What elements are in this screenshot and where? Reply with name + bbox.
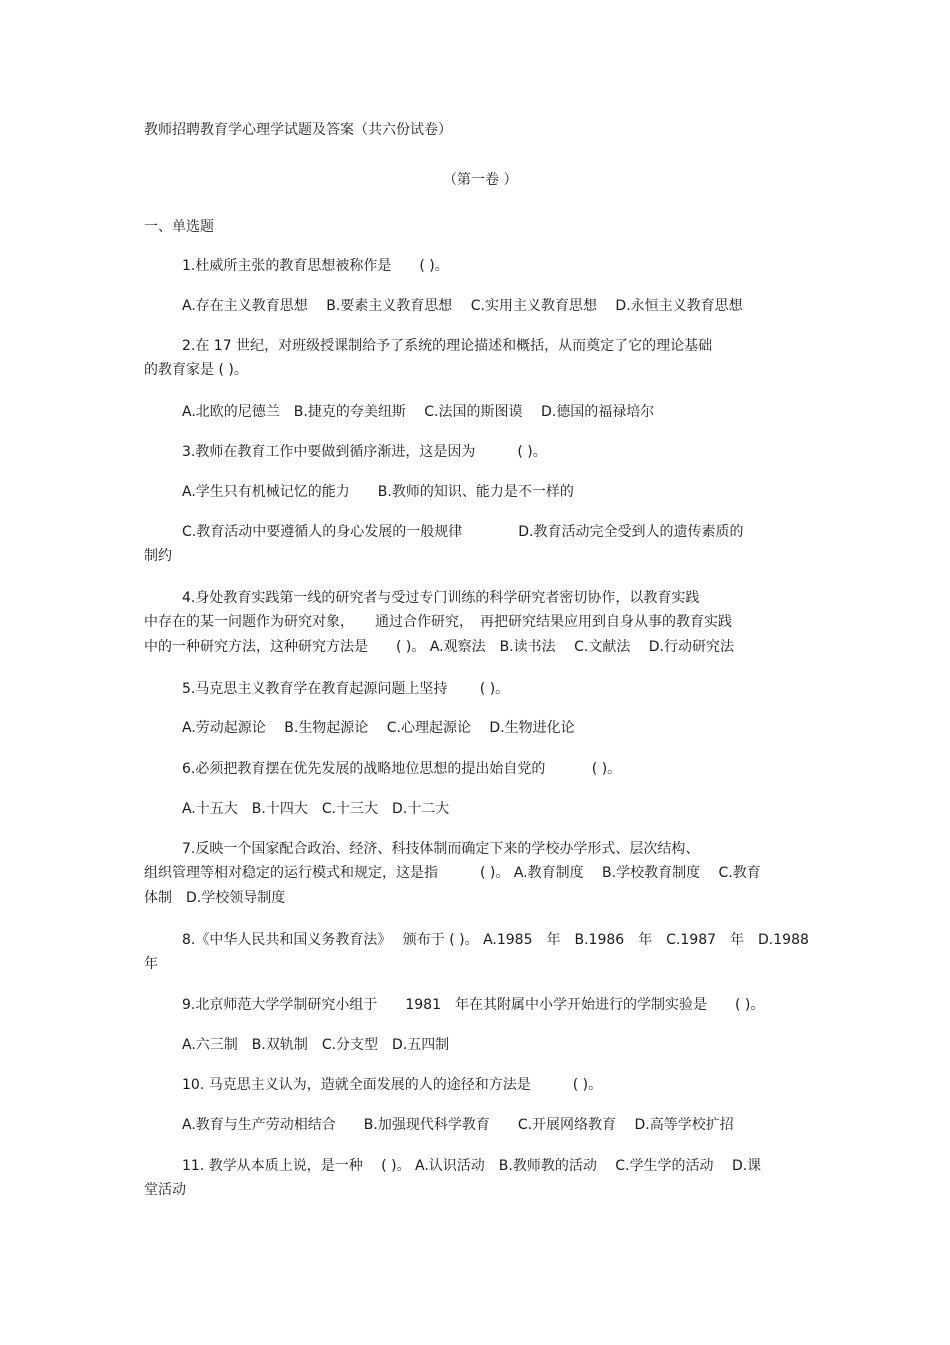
question-9: 9.北京师范大学学制研究小组于 1981 年在其附属中小学开始进行的学制实验是 ( )。 xyxy=(182,997,765,1013)
question-2-line-2: 的教育家是 ( )。 xyxy=(144,362,248,378)
question-9-options: A.六三制 B.双轨制 C.分支型 D.五四制 xyxy=(182,1037,450,1053)
question-3-options-3: 制约 xyxy=(144,548,172,564)
question-7-line-1: 7.反映一个国家配合政治、经济、科技体制而确定下来的学校办学形式、层次结构、 xyxy=(182,841,700,857)
question-8-line-1: 8.《中华人民共和国义务教育法》 颁布于 ( )。 A.1985 年 B.1986 年 C.1987 年 D.1988 xyxy=(182,932,809,948)
question-1-options: A.存在主义教育思想 B.要素主义教育思想 C.实用主义教育思想 D.永恒主义教育思想 xyxy=(182,298,743,314)
question-3-options-2: C.教育活动中要遵循人的身心发展的一般规律 D.教育活动完全受到人的遗传素质的 xyxy=(182,524,744,540)
question-7-line-3: 体制 D.学校领导制度 xyxy=(144,890,286,906)
question-4-line-3: 中的一种研究方法，这种研究方法是 ( )。 A.观察法 B.读书法 C.文献法 D.行动研究法 xyxy=(144,639,735,655)
question-7-line-2: 组织管理等相对稳定的运行模式和规定，这是指 ( )。 A.教育制度 B.学校教育制度 C.教育 xyxy=(144,865,761,881)
question-8-line-2: 年 xyxy=(144,956,158,972)
question-5-options: A.劳动起源论 B.生物起源论 C.心理起源论 D.生物进化论 xyxy=(182,720,575,736)
question-10: 10. 马克思主义认为，造就全面发展的人的途径和方法是 ( )。 xyxy=(182,1077,603,1093)
question-2-options: A.北欧的尼德兰 B.捷克的夸美纽斯 C.法国的斯图谟 D.德国的福禄培尔 xyxy=(182,404,655,420)
section-heading: 一、单选题 xyxy=(144,219,214,235)
question-4-line-1: 4.身处教育实践第一线的研究者与受过专门训练的科学研究者密切协作，以教育实践 xyxy=(182,590,700,606)
question-4-line-2: 中存在的某一问题作为研究对象， 通过合作研究， 再把研究结果应用到自身从事的教育实践 xyxy=(144,614,732,630)
question-1: 1.杜威所主张的教育思想被称作是 ( )。 xyxy=(182,258,449,274)
question-11-line-2: 堂活动 xyxy=(144,1182,186,1198)
question-6: 6.必须把教育摆在优先发展的战略地位思想的提出始自党的 ( )。 xyxy=(182,761,622,777)
question-3-options-1: A.学生只有机械记忆的能力 B.教师的知识、能力是不一样的 xyxy=(182,484,574,500)
question-3: 3.教师在教育工作中要做到循序渐进，这是因为 ( )。 xyxy=(182,444,547,460)
question-6-options: A.十五大 B.十四大 C.十三大 D.十二大 xyxy=(182,801,450,817)
document-title: 教师招聘教育学心理学试题及答案（共六份试卷） xyxy=(144,122,452,138)
question-2-line-1: 2.在 17 世纪，对班级授课制给予了系统的理论描述和概括，从而奠定了它的理论基础 xyxy=(182,338,713,354)
question-5: 5.马克思主义教育学在教育起源问题上坚持 ( )。 xyxy=(182,681,510,697)
question-11-line-1: 11. 教学从本质上说，是一种 ( )。 A.认识活动 B.教师教的活动 C.学生学的活动 D.课 xyxy=(182,1158,762,1174)
volume-heading: （第一卷 ） xyxy=(443,172,518,188)
question-10-options: A.教育与生产劳动相结合 B.加强现代科学教育 C.开展网络教育 D.高等学校扩招 xyxy=(182,1117,734,1133)
